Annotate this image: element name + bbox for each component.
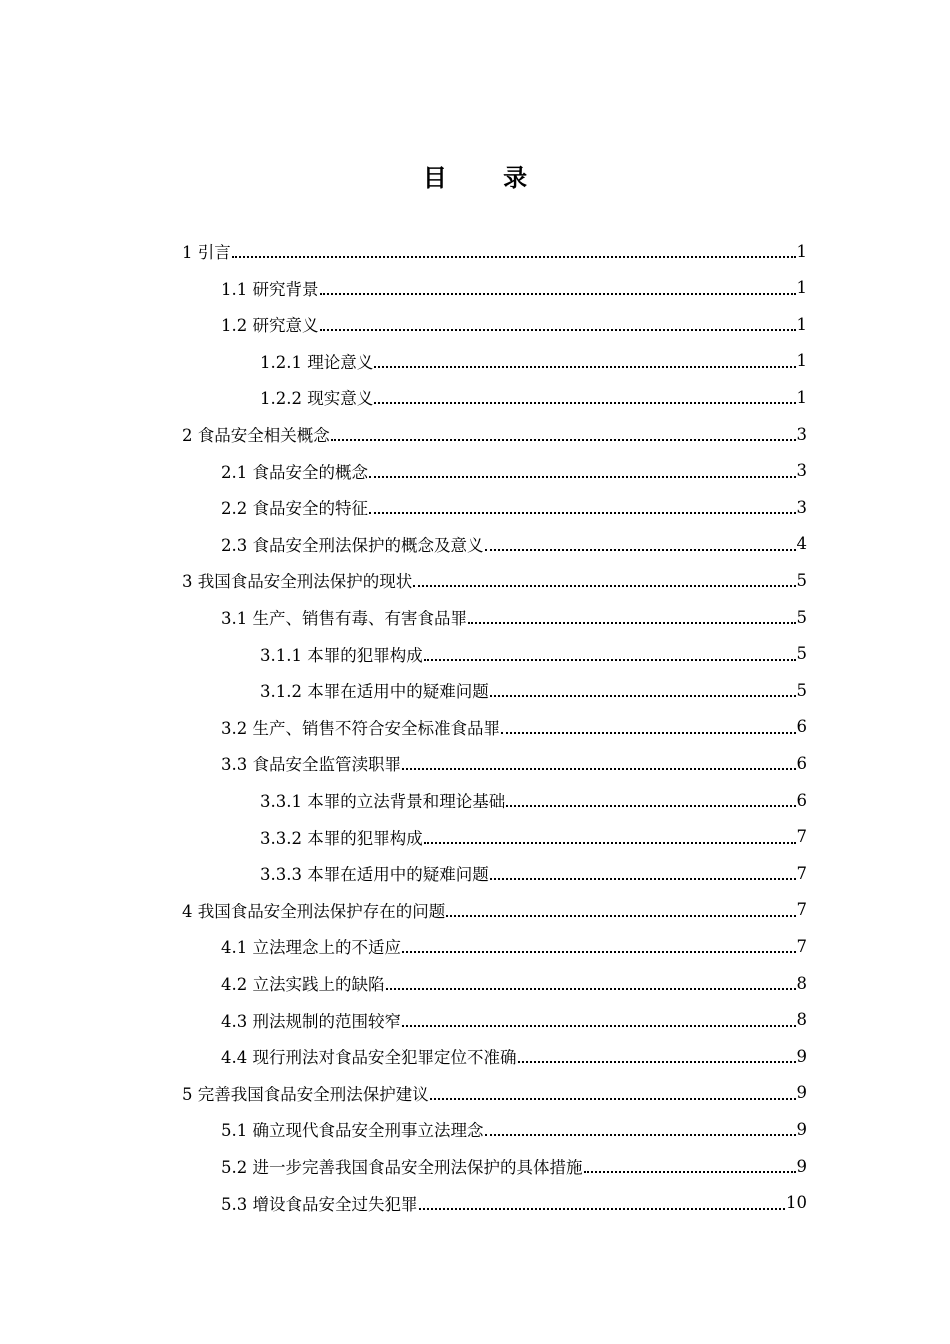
toc-entry-text: 5.2 进一步完善我国食品安全刑法保护的具体措施: [221, 1158, 583, 1177]
toc-entry-text: 5.1 确立现代食品安全刑事立法理念: [221, 1121, 484, 1141]
toc-page-number: 8: [796, 1010, 807, 1030]
toc-entry-text: 4.4 现行刑法对食品安全犯罪定位不准确: [221, 1048, 517, 1068]
toc-page-number: 6: [796, 790, 807, 810]
toc-page-number: 7: [796, 863, 807, 883]
toc-dot-leader: [331, 438, 796, 441]
toc-dot-leader: [430, 1097, 796, 1100]
toc-page-number: 3: [796, 424, 807, 444]
toc-entry-text: 2.1 食品安全的概念: [221, 462, 368, 482]
toc-entry[interactable]: [221, 1038, 807, 1074]
toc-page-number: 4: [796, 534, 807, 554]
toc-dot-leader: [419, 1207, 786, 1210]
toc-dot-leader: [485, 548, 796, 551]
toc-entry-text: 1.2 研究意义: [221, 316, 319, 336]
toc-entry-text: 3.3.2 本罪的犯罪构成: [260, 828, 423, 848]
toc-page-number: 6: [796, 717, 807, 737]
toc-dot-leader: [386, 987, 796, 990]
toc-dot-leader: [402, 950, 796, 953]
toc-page-number: 9: [796, 1119, 807, 1139]
toc-page-number: 9: [796, 1156, 807, 1176]
toc-dot-leader: [490, 877, 796, 880]
toc-dot-leader: [374, 365, 795, 368]
toc-entry[interactable]: [260, 672, 807, 708]
toc-dot-leader: [518, 1060, 796, 1063]
toc-dot-leader: [402, 767, 796, 770]
toc-page-number: 8: [796, 973, 807, 993]
toc-entry-text: 2.2 食品安全的特征: [221, 499, 368, 519]
toc-entry-text: 3.3.1 本罪的立法背景和理论基础: [260, 792, 506, 811]
toc-page-number: 9: [796, 1083, 807, 1103]
toc-entry-text: 4.1 立法理念上的不适应: [221, 938, 401, 958]
toc-entry[interactable]: [260, 343, 807, 379]
toc-entry[interactable]: [221, 453, 807, 489]
toc-entry-text: 3.1.1 本罪的犯罪构成: [260, 645, 423, 665]
toc-entry[interactable]: [221, 599, 807, 635]
toc-entry-text: 3.2 生产、销售不符合安全标准食品罪: [221, 718, 500, 738]
toc-entry-text: 5.3 增设食品安全过失犯罪: [221, 1194, 418, 1214]
toc-entry-text: 2.3 食品安全刑法保护的概念及意义: [221, 535, 484, 555]
toc-entry[interactable]: [221, 270, 807, 306]
toc-entry-text: 1.2.1 理论意义: [260, 352, 374, 372]
toc-entry-text: 4 我国食品安全刑法保护存在的问题: [182, 901, 446, 921]
toc-dot-leader: [369, 511, 796, 514]
toc-dot-leader: [413, 584, 795, 587]
toc-entry[interactable]: [221, 526, 807, 562]
toc-page-number: 3: [796, 461, 807, 481]
toc-entry[interactable]: [182, 416, 807, 452]
toc-entry-text: 1 引言: [182, 243, 231, 262]
toc-page-number: 1: [796, 314, 807, 334]
toc-dot-leader: [320, 328, 796, 331]
toc-title: 目 录: [422, 163, 552, 192]
toc-page-number: 1: [796, 351, 807, 371]
toc-page-number: 5: [796, 680, 807, 700]
toc-page-number: 7: [796, 900, 807, 920]
toc-dot-leader: [468, 621, 796, 624]
toc-entry[interactable]: [221, 928, 807, 964]
toc-entry[interactable]: [221, 745, 807, 781]
toc-page-number: 6: [796, 753, 807, 773]
toc-page-number: 9: [796, 1046, 807, 1066]
toc-dot-leader: [374, 401, 795, 404]
toc-entry-text: 3.1.2 本罪在适用中的疑难问题: [260, 682, 489, 702]
toc-entry[interactable]: [221, 965, 807, 1001]
toc-entry[interactable]: [182, 1075, 807, 1111]
toc-page-number: 1: [796, 278, 807, 298]
toc-entry[interactable]: [221, 1002, 807, 1038]
toc-entry[interactable]: [260, 782, 807, 818]
toc-page-number: 1: [796, 387, 807, 407]
toc-dot-leader: [424, 658, 796, 661]
toc-entry-text: 4.3 刑法规制的范围较窄: [221, 1011, 401, 1031]
toc-entry[interactable]: [260, 819, 807, 855]
toc-entry[interactable]: [221, 1148, 807, 1184]
toc-dot-leader: [369, 475, 796, 478]
toc-page-number: 7: [796, 827, 807, 847]
toc-dot-leader: [320, 292, 796, 295]
toc-dot-leader: [402, 1024, 796, 1027]
toc-entry[interactable]: [260, 636, 807, 672]
toc-entry-text: 1.2.2 现实意义: [260, 389, 374, 409]
toc-entry-text: 4.2 立法实践上的缺陷: [221, 975, 385, 994]
toc-dot-leader: [506, 804, 795, 807]
toc-entry-text: 3.3.3 本罪在适用中的疑难问题: [260, 865, 489, 885]
toc-dot-leader: [584, 1170, 796, 1173]
toc-entry-text: 3.3 食品安全监管渎职罪: [221, 755, 401, 775]
toc-entry[interactable]: [182, 892, 807, 928]
toc-page-number: 5: [796, 607, 807, 627]
toc-entry[interactable]: [260, 855, 807, 891]
toc-page-number: 1: [796, 241, 807, 261]
toc-entry-text: 1.1 研究背景: [221, 279, 319, 299]
toc-entry[interactable]: [221, 489, 807, 525]
toc-entry[interactable]: [182, 233, 807, 269]
toc-entry[interactable]: [260, 379, 807, 415]
toc-page-number: 7: [796, 936, 807, 956]
toc-entry-text: 3.1 生产、销售有毒、有害食品罪: [221, 609, 467, 628]
toc-entry-text: 2 食品安全相关概念: [182, 426, 330, 445]
toc-dot-leader: [446, 914, 795, 917]
toc-dot-leader: [424, 841, 796, 844]
toc-page-number: 10: [786, 1193, 807, 1213]
toc-entry[interactable]: [182, 562, 807, 598]
toc-entry[interactable]: [221, 1111, 807, 1147]
toc-dot-leader: [501, 731, 796, 734]
toc-entry-text: 3 我国食品安全刑法保护的现状: [182, 572, 413, 592]
toc-page-number: 5: [796, 570, 807, 590]
toc-entry[interactable]: [221, 306, 807, 342]
toc-dot-leader: [232, 255, 796, 258]
toc-page-number: 3: [796, 497, 807, 517]
toc-entry-text: 5 完善我国食品安全刑法保护建议: [182, 1084, 429, 1104]
toc-entry[interactable]: [221, 1185, 807, 1221]
toc-entry[interactable]: [221, 709, 807, 745]
toc-page-number: 5: [796, 644, 807, 664]
toc-dot-leader: [490, 694, 796, 697]
toc-dot-leader: [485, 1133, 796, 1136]
